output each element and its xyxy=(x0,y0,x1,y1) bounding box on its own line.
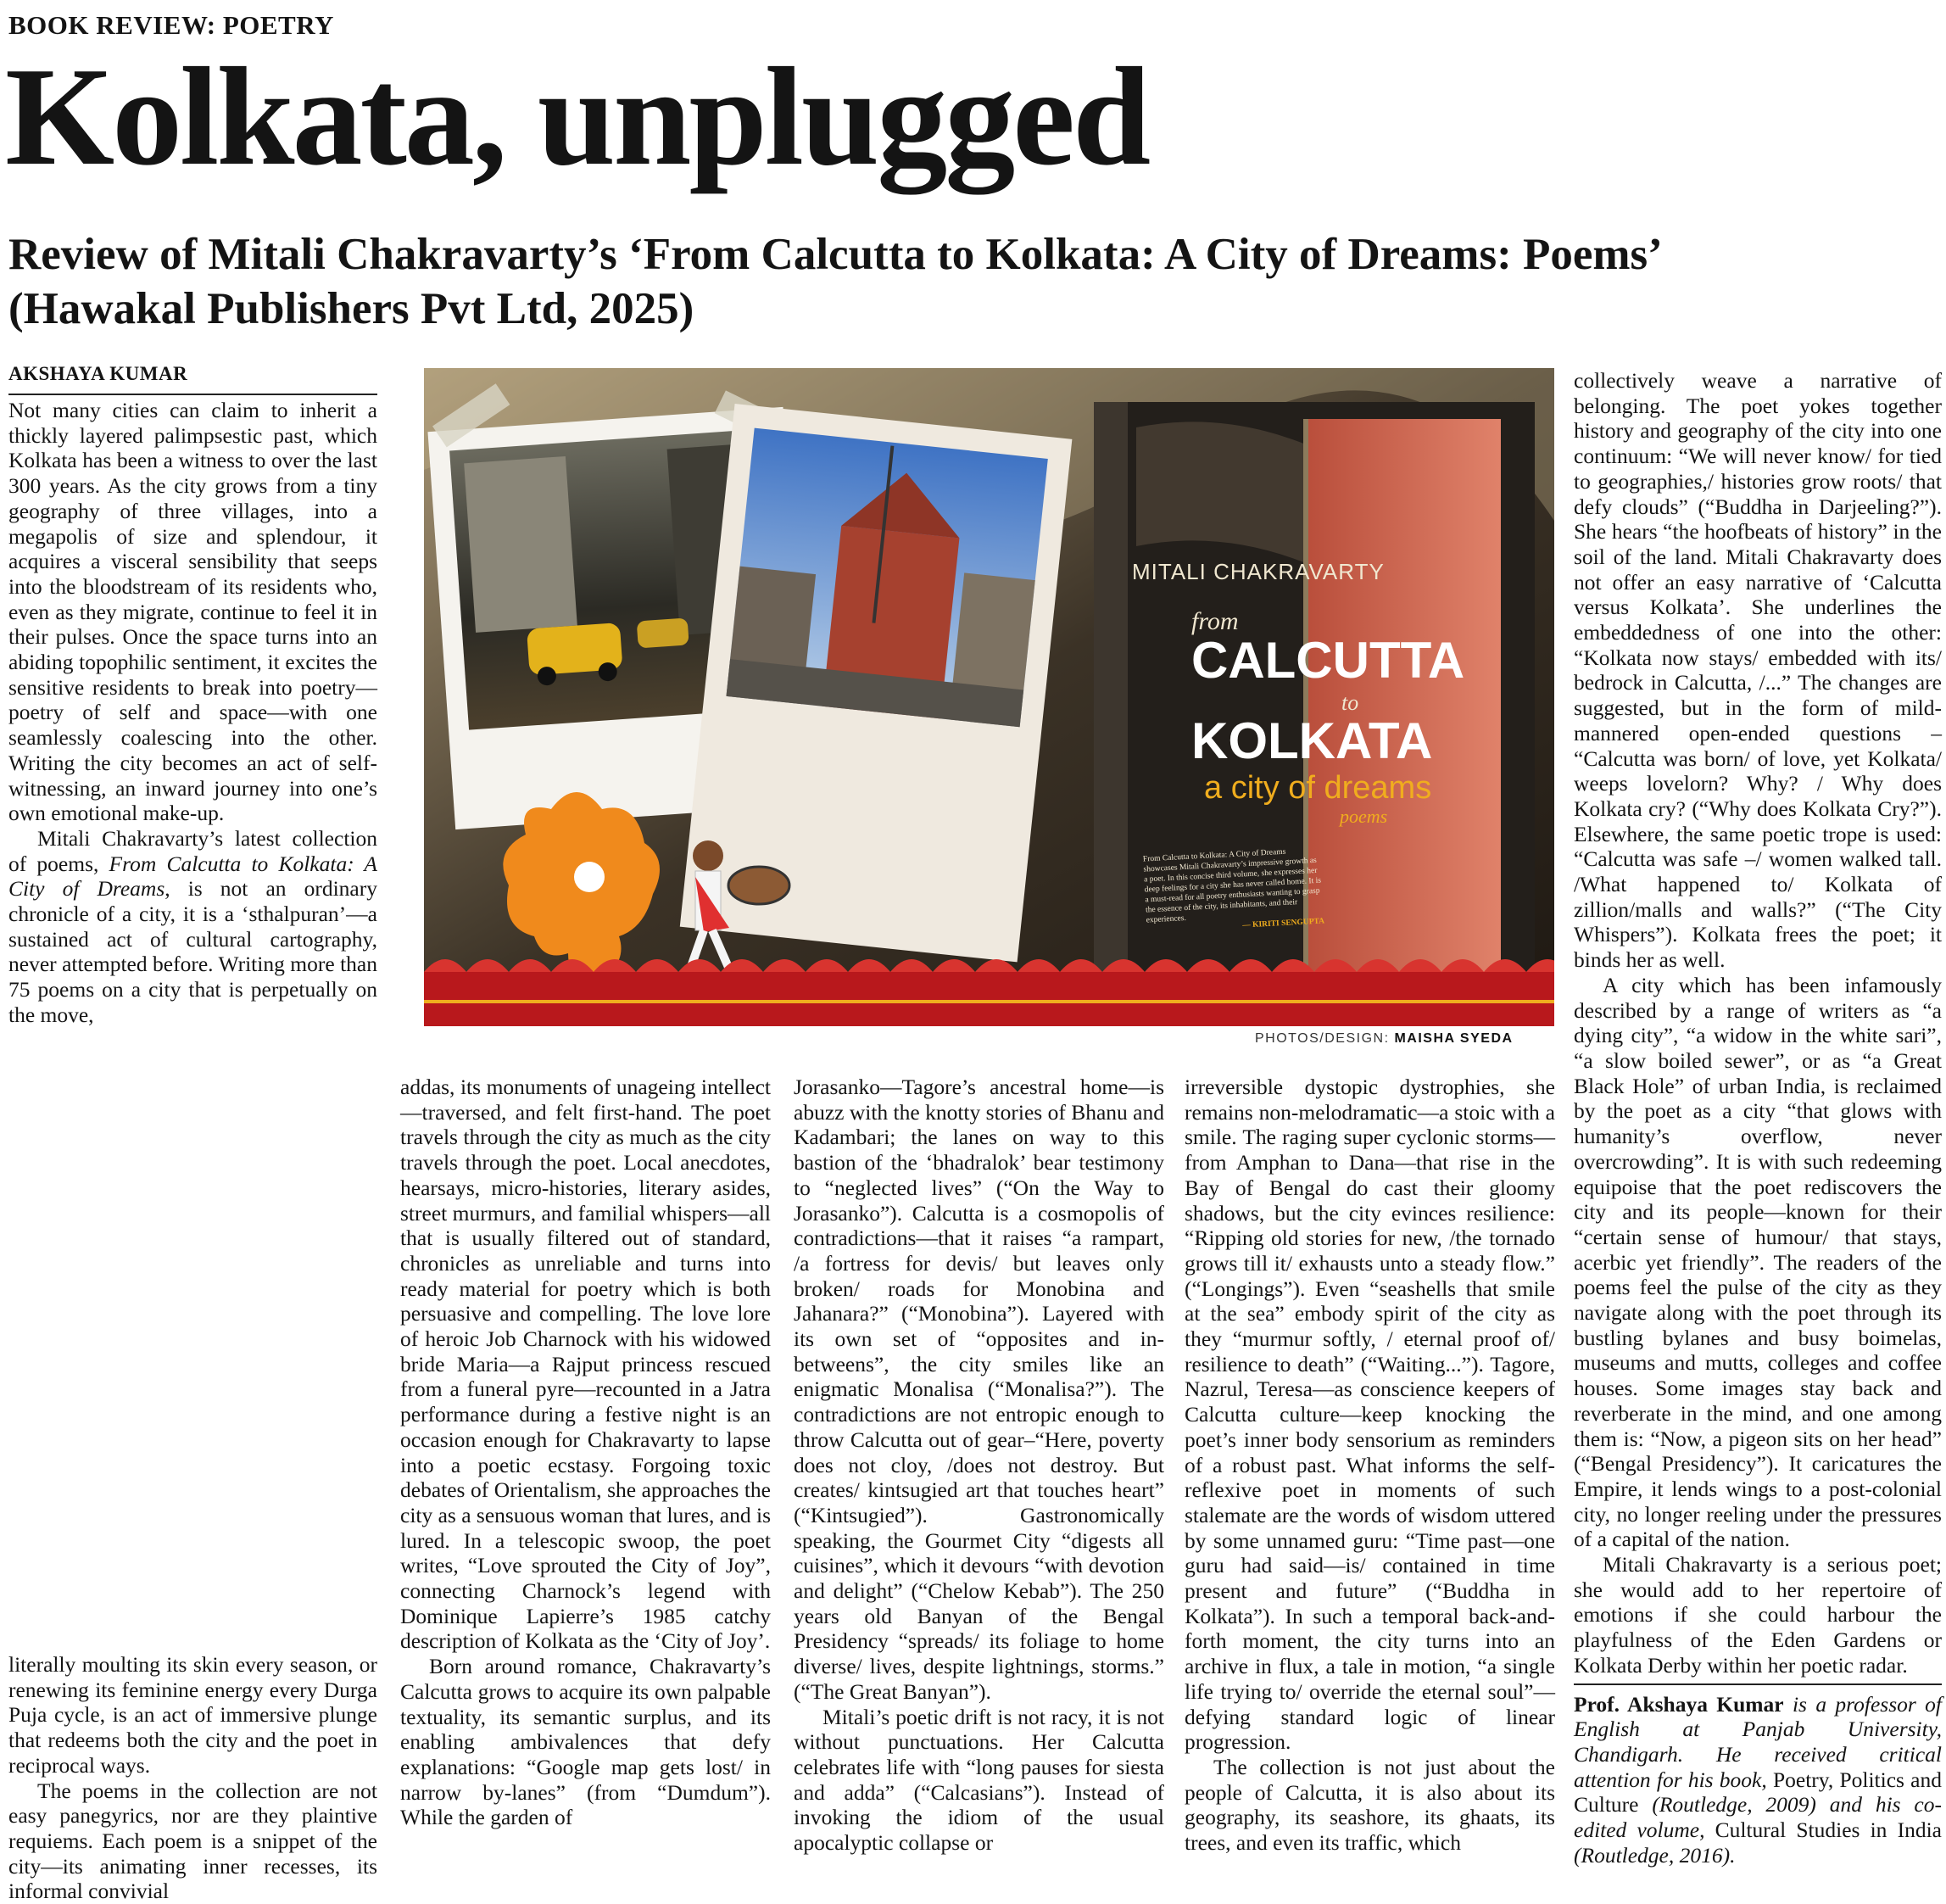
section-kicker: BOOK REVIEW: POETRY xyxy=(8,10,334,40)
border-stripe xyxy=(424,1000,1554,1003)
credit-label: PHOTOS/DESIGN: xyxy=(1255,1031,1390,1046)
paragraph: collectively weave a narrative of belonging. The poet yokes together history and geography of the city into one continuum: “We will never know/ for tied to geographies,/ histories grow roots/ that defy clouds” (“Buddha in Darjeeling?”). She hears “the hoofbeats of history” in the soil of the land. Mitali Chakravarty does not offer an easy narrative of ‘Calcutta versus Kolkata’. She underlines the embeddedness of one into the other: “Kolkata now stays/ embedded with its/ bedrock in Calcutta, /...” The changes are suggested, but in the form of mild-mannered open-ended questions – “Calcutta was born/ of love, yet Kolkata/ weeps lovelorn? Why? / Why does Kolkata cry? (“Why does Kolkata Cry?”). Elsewhere, the same poetic trope is used: “Calcutta was safe –/ women walked tall. /What happened to/ Kolkata of zillion/malls and walls?” (“The City Whispers”). Kolkata frees the poet; it binds her as well. xyxy=(1574,368,1942,973)
cover-subtitle-poems: poems xyxy=(1340,806,1388,827)
headline: Kolkata, unplugged xyxy=(5,38,1149,194)
bio-text: (Routledge, 2009) and his co-edited volume, xyxy=(1574,1792,1942,1843)
column-2 xyxy=(400,1075,771,1830)
paragraph: literally moulting its skin every season, or renewing its feminine energy every Durga Puja cycle, is an act of immersive plunge that redeems both the city and the poet in reciprocal ways. xyxy=(8,1652,377,1778)
bio-book-1: Poetry, Politics and Culture xyxy=(1574,1767,1942,1817)
photo-credit xyxy=(1255,1031,1514,1047)
cover-title-to: to xyxy=(1341,690,1359,715)
collage-art xyxy=(424,368,1554,1026)
paragraph: irreversible dystopic dystrophies, she remains non-melodramatic—a stoic with a smile. The raging super cyclonic storms—from Amphan to Dana—that rise in the Bay of Bengal do cast their gloomy shadows, but the city evinces resilience: “Ripping old stories for new, /the tornado grows till it/ exhausts unto a steady flow.” (“Longings”). Even “seashells that smile at the sea” embody spirit of the city as they “murmur softly, / eternal proof of/ resilience to death” (“Waiting...”). Tagore, Nazrul, Teresa—as conscience keepers of Calcutta culture—keep knocking the poet’s inner body sensorium as reminders of a robust past. What informs the self-reflexive poet in moments of such stalemate are the words of wisdom uttered by some unnamed guru: “Time past—one guru had said—is/ contained in time present and future” (“Buddha in Kolkata”). In such a temporal back-and-forth moment, the city turns into an archive in flux, a tale in motion, “a single life trying to/ override the eternal soul”—defying standard logic of linear progression. xyxy=(1185,1075,1555,1755)
blurb-author: — KIRITI SENGUPTA xyxy=(1241,917,1325,930)
paragraph-text: Mitali Chakravarty’s latest collection of poems, xyxy=(8,825,377,876)
paragraph: addas, its monuments of unageing intellect—traversed, and felt first-hand. The poet travels through the city as much as the city travels through the poet. Local anecdotes, hearsays, micro-histories, literary asides, street murmurs, and familial whispers—all that is usually filtered out of standard, chronicles as unreliable and turns into ready material for poetry which is both persuasive and compelling. The love lore of heroic Job Charnock with his widowed bride Maria—a Rajput princess rescued from a funeral pyre—recounted in a Jatra performance during a festive night is an occasion enough for Chakravarty to lapse into a poetic ecstasy. Forgoing toxic debates of Orientalism, she approaches the city as a sensuous woman that lures, and is lured. In a telescopic swoop, the poet writes, “Love sprouted the City of Joy”, connecting Charnock’s legend with Dominique Lapierre’s 1985 catchy description of Kolkata as the ‘City of Joy’. xyxy=(400,1075,771,1654)
paragraph: Jorasanko—Tagore’s ancestral home—is abuzz with the knotty stories of Bhanu and Kadambari; the lanes on way to this bastion of the ‘bhadralok’ bear testimony to “neglected lives” (“On the Way to Jorasanko”). Calcutta is a cosmopolis of contradictions—that it raises “a rampart, /a fortress for devis/ but leaves only broken/ roads for Monobina and Jahanara?” (“Monobina”). Layered with its own set of “opposites and in-betweens”, the city smiles like an enigmatic Monalisa (“Monalisa?”). The contradictions are not entropic enough to throw Calcutta out of gear–“Here, poverty does not cloy, /does not destroy. But creates/ kintsugied art that touches heart” (“Kintsugied”). Gastronomically speaking, the Gourmet City “digests all cuisines”, which it devours “with devotion and delight” (“Chelow Kebab”). The 250 years old Banyan of the Bengal Presidency “spreads/ its foliage to home diverse/ lives, despite lightnings, storms.” (“The Great Banyan”). xyxy=(794,1075,1164,1704)
column-5 xyxy=(1574,368,1942,1868)
paragraph: Born around romance, Chakravarty’s Calcutta grows to acquire its own palpable textuality, its semantic surplus, and its enabling ambivalences that defy explanations: “Google map gets lost/ in narrow by-lanes” (from “Dumdum”). While the garden of xyxy=(400,1654,771,1830)
cover-title-kolkata: KOLKATA xyxy=(1191,712,1433,769)
cover-blurb xyxy=(1143,846,1325,936)
author-bio xyxy=(1574,1683,1942,1868)
dek-line-2: (Hawakal Publishers Pvt Ltd, 2025) xyxy=(8,284,694,333)
cover-title-from: from xyxy=(1191,607,1239,635)
paragraph: Mitali’s poetic drift is not racy, it is not without punctuations. Her Calcutta celebrates life with “long pauses for siesta and adda” (“Calcasians”). Instead of invoking the idiom of the usual apocalyptic collapse or xyxy=(794,1704,1164,1856)
cover-subtitle: a city of dreams xyxy=(1204,770,1432,806)
paragraph: The poems in the collection are not easy panegyrics, nor are they plaintive requiems. Each poem is a snippet of the city—its animating inner recesses, its informal convivial xyxy=(8,1778,377,1904)
bio-text: (Routledge, 2016). xyxy=(1574,1842,1736,1868)
paragraph-text: , is not an ordinary chronicle of a city, it is a ‘sthalpuran’—a sustained act of cultural cartography, never attempted before. Writing more than 75 poems on a city that is perpetually on the move, xyxy=(8,876,377,1027)
column-1-bottom xyxy=(8,1652,377,1904)
column-1-top xyxy=(8,398,377,1068)
paragraph: The collection is not just about the people of Calcutta, it is also about its geography, its seashore, its ghaats, its trees, and even its traffic, which xyxy=(1185,1754,1555,1856)
photo-collage xyxy=(424,368,1554,1026)
dek-line-1: Review of Mitali Chakravarty’s ‘From Calcutta to Kolkata: A City of Dreams: Poems’ xyxy=(8,230,1663,279)
column-4 xyxy=(1185,1075,1555,1856)
column-3 xyxy=(794,1075,1164,1856)
credit-name: MAISHA SYEDA xyxy=(1394,1031,1514,1046)
bio-book-2: Cultural Studies in India xyxy=(1715,1817,1942,1843)
bio-text: is a professor of English at Panjab University, Chandigarh. He received critical attention for his book, xyxy=(1574,1691,1942,1792)
dek xyxy=(8,227,1933,336)
bio-name: Prof. Akshaya Kumar xyxy=(1574,1691,1784,1717)
paragraph: A city which has been infamously described by a range of writers as “a dying city”, “a widow in the white sari”, “a slow boiled sewer”, or as “a Great Black Hole” of urban India, is reclaimed by the poet as a city “that glows with humanity’s overflow, never overcrowding”. It is with such redeeming equipoise that the poet rediscovers the city and its people—known for their “certain sense of humour/ that stays, acerbic yet friendly”. The readers of the poems feel the pulse of the city as they navigate along with the poet through its bustling bylanes and busy boimelas, museums and mutts, colleges and coffee houses. Some images stay back and reverberate in the mind, and one among them is: “Now, a pigeon sits on her head” (“Bengal Presidency”). It caricatures the Empire, it lends wings to a post-colonial city, no longer reeling under the pressures of a capital of the nation. xyxy=(1574,972,1942,1552)
cover-title-calcutta: CALCUTTA xyxy=(1191,632,1465,689)
blurb-text: From Calcutta to Kolkata: A City of Dreams showcases Mitali Chakravarty’s impressive growth as a poet. In this concise third volume, she expresses her deep feelings for a city she has never called home. It is a must-read for all poetry enthusiasts wanting to grasp the essence of the city, its inhabitants, and their experiences. xyxy=(1142,847,1322,925)
paragraph: Mitali Chakravarty is a serious poet; she would add to her repertoire of emotions if she could harbour the playfulness of the Eden Gardens or Kolkata Derby within her poetic radar. xyxy=(1574,1552,1942,1678)
cover-author: MITALI CHAKRAVARTY xyxy=(1132,559,1385,584)
paragraph xyxy=(8,826,377,1028)
border-ribbon xyxy=(424,972,1554,1026)
byline: AKSHAYA KUMAR xyxy=(8,363,377,395)
book-title: From Calcutta to Kolkata: A City of Dreams xyxy=(8,851,377,902)
paragraph: Not many cities can claim to inherit a thickly layered palimpsestic past, which Kolkata has been a witness to over the last 300 years. As the city grows from a tiny geography of three villages, into a megapolis of size and splendour, it acquires a visceral sensibility that seeps into the bloodstream of its residents who, even as they migrate, continue to feel it in their pulses. Once the space turns into an abiding topophilic sentiment, it excites the sensitive residents to break into poetry—poetry of self and space—with one seamlessly coalescing into the other. Writing the city becomes an act of self-witnessing, an inward journey into one’s own emotional make-up. xyxy=(8,398,377,826)
